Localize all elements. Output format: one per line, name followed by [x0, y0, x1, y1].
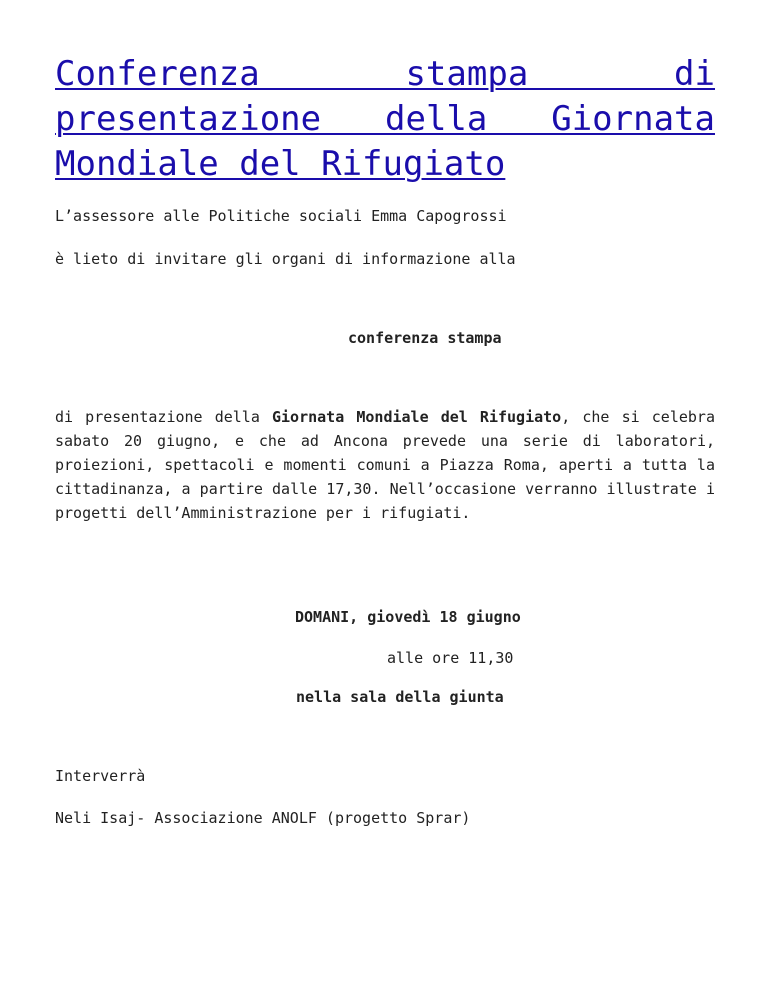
event-date: DOMANI, giovedì 18 giugno [295, 608, 521, 626]
speaker-entry: Neli Isaj- Associazione ANOLF (progetto Sprar) [55, 809, 471, 827]
event-time: alle ore 11,30 [387, 649, 514, 667]
body-paragraph [55, 405, 715, 525]
body-prefix: di presentazione della [55, 408, 272, 426]
intro-line-1: L’assessore alle Politiche sociali Emma Capogrossi [55, 207, 507, 225]
event-name: Giornata Mondiale del Rifugiato [271, 408, 562, 426]
page-title [55, 52, 715, 187]
title-link[interactable]: Conferenza stampa di presentazione della Giornata Mondiale del Rifugiato [55, 54, 715, 184]
speakers-label: Interverrà [55, 767, 146, 785]
intro-line-2: è lieto di invitare gli organi di informazione alla [55, 250, 516, 268]
conference-label: conferenza stampa [348, 329, 502, 347]
body-occasion: Nell’occasione verranno illustrate i progetti dell’Amministrazione per i rifugiati. [55, 480, 715, 522]
event-place: nella sala della giunta [296, 688, 504, 706]
body-rest: , che si celebra sabato 20 giugno, e che ad Ancona prevede una serie di laboratori, proiezioni, spettacoli e momenti comuni a Piazza Roma, aperti a tutta la cittadinanza, a partire dalle 17,30. [55, 408, 715, 498]
document-page [55, 52, 715, 827]
